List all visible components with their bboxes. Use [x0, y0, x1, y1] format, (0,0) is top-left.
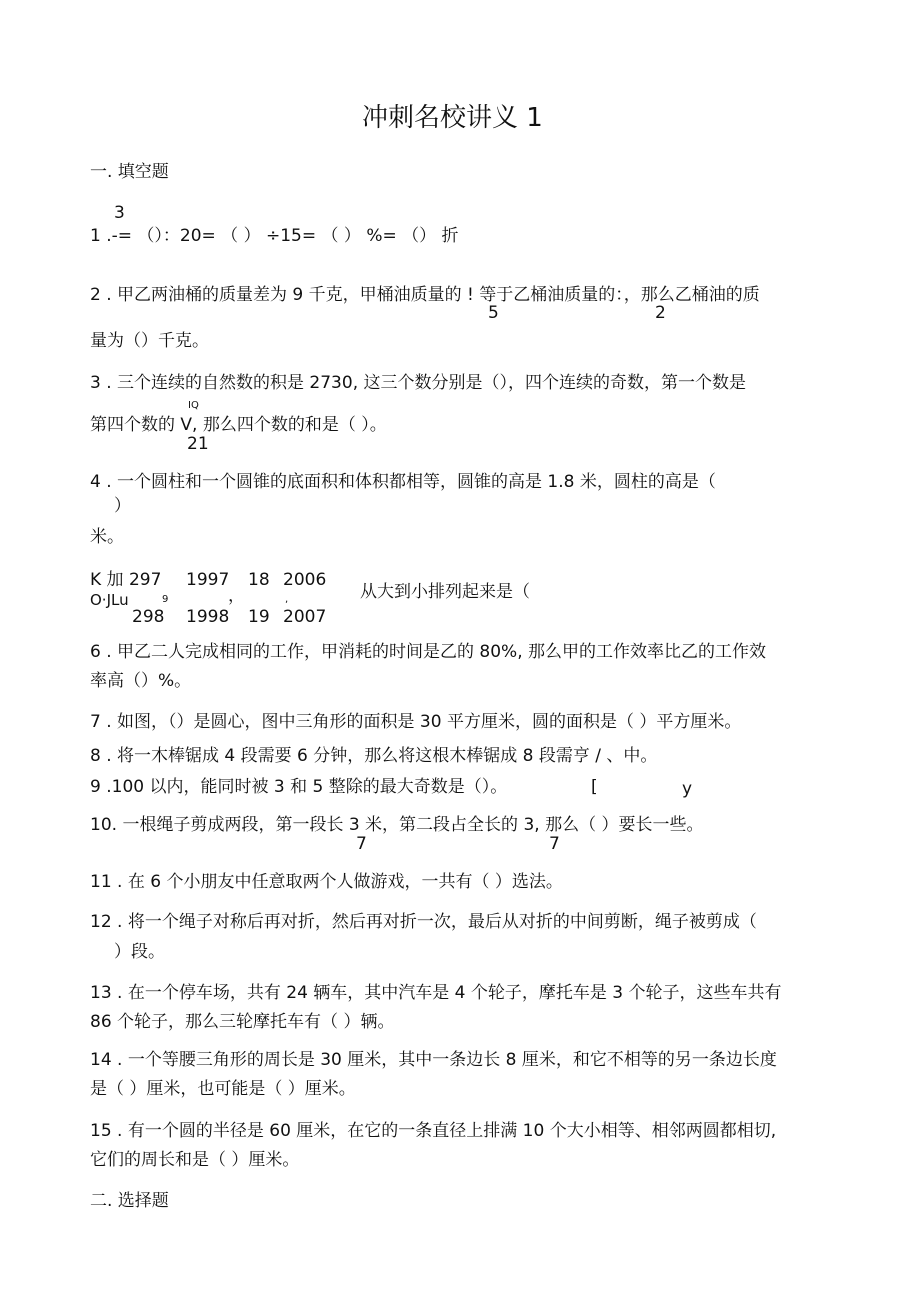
- q5-denominator-1998: 1998: [186, 607, 230, 627]
- q3-superscript: IQ: [188, 400, 199, 411]
- q15-line2: 它们的周长和是（ ）厘米。: [90, 1150, 300, 1170]
- q7-text: 7 . 如图，（）是圆心，图中三角形的面积是 30 平方厘米，圆的面积是（ ）平方厘米。: [90, 712, 742, 732]
- q2-line2: 量为（）千克。: [90, 331, 209, 351]
- q5-k-label: K 加 297: [90, 570, 162, 590]
- section-heading-multiple-choice: 二. 选择题: [90, 1191, 169, 1211]
- q5-tail: 从大到小排列起来是（: [360, 582, 530, 602]
- q6-line1: 6 . 甲乙二人完成相同的工作，甲消耗的时间是乙的 80%, 那么甲的工作效率比乙的工作效: [90, 642, 767, 662]
- page-title: 冲刺名校讲义 1: [362, 103, 543, 133]
- q13-line2: 86 个轮子，那么三轮摩托车有（ ）辆。: [90, 1012, 395, 1032]
- q5-comma-1: 9: [162, 594, 169, 605]
- q15-line1: 15 . 有一个圆的半径是 60 厘米，在它的一条直径上排满 10 个大小相等、相邻两圆都相切,: [90, 1121, 777, 1141]
- section-heading-fill-blank: 一. 填空题: [90, 162, 169, 182]
- q9-text: 9 .100 以内，能同时被 3 和 5 整除的最大奇数是（）。: [90, 777, 508, 797]
- q9-bracket: [: [591, 777, 598, 797]
- q10-text: 10. 一根绳子剪成两段，第一段长 3 米，第二段占全长的 3, 那么（ ）要长一些。: [90, 815, 704, 835]
- q5-comma-3: ,: [285, 594, 289, 605]
- q12-line1: 12 . 将一个绳子对称后再对折，然后再对折一次，最后从对折的中间剪断，绳子被剪成（: [90, 912, 757, 932]
- q5-comma-2: ，: [228, 586, 245, 606]
- q4-line3: 米。: [90, 527, 124, 547]
- q2-line1: 2 . 甲乙两油桶的质量差为 9 千克，甲桶油质量的 ! 等于乙桶油质量的：，那么乙桶油的质: [90, 285, 760, 305]
- q6-line2: 率高（）%。: [90, 671, 192, 691]
- q3-line2: 第四个数的 V, 那么四个数的和是（ ）。: [90, 415, 387, 435]
- q5-numerator-2006: 2006: [283, 570, 327, 590]
- q1-numerator: 3: [114, 203, 125, 223]
- q5-denominator-298: 298: [132, 607, 165, 627]
- q4-paren: ）: [114, 496, 131, 516]
- q3-line1: 3 . 三个连续的自然数的积是 2730, 这三个数分别是（），四个连续的奇数，第一个数是: [90, 373, 747, 393]
- q10-denominator-2: 7: [549, 834, 560, 854]
- q4-line1: 4 . 一个圆柱和一个圆锥的底面积和体积都相等，圆锥的高是 1.8 米，圆柱的高是（: [90, 472, 716, 492]
- q14-line1: 14 . 一个等腰三角形的周长是 30 厘米，其中一条边长 8 厘米，和它不相等的另一条边长度: [90, 1050, 777, 1070]
- q10-denominator-1: 7: [356, 834, 367, 854]
- q1-text: 1 .-= （）：20= （ ） ÷15= （ ） %= （） 折: [90, 226, 459, 246]
- q11-text: 11 . 在 6 个小朋友中任意取两个人做游戏，一共有（ ）选法。: [90, 872, 563, 892]
- q12-line2: ）段。: [114, 942, 165, 962]
- q9-y: y: [682, 779, 693, 799]
- q3-denominator: 21: [187, 434, 209, 454]
- q8-text: 8 . 将一木棒锯成 4 段需要 6 分钟，那么将这根木棒锯成 8 段需亨 / 、中。: [90, 746, 658, 766]
- q2-denominator-1: 5: [488, 303, 499, 323]
- q5-numerator-1997: 1997: [186, 570, 230, 590]
- q2-denominator-2: 2: [655, 303, 666, 323]
- q14-line2: 是（ ）厘米，也可能是（ ）厘米。: [90, 1079, 356, 1099]
- q5-denominator-19: 19: [248, 607, 270, 627]
- q5-oj-label: O·JLu: [90, 591, 129, 609]
- q5-denominator-2007: 2007: [283, 607, 327, 627]
- q13-line1: 13 . 在一个停车场，共有 24 辆车，其中汽车是 4 个轮子，摩托车是 3 个轮子，这些车共有: [90, 983, 782, 1003]
- q5-numerator-18: 18: [248, 570, 270, 590]
